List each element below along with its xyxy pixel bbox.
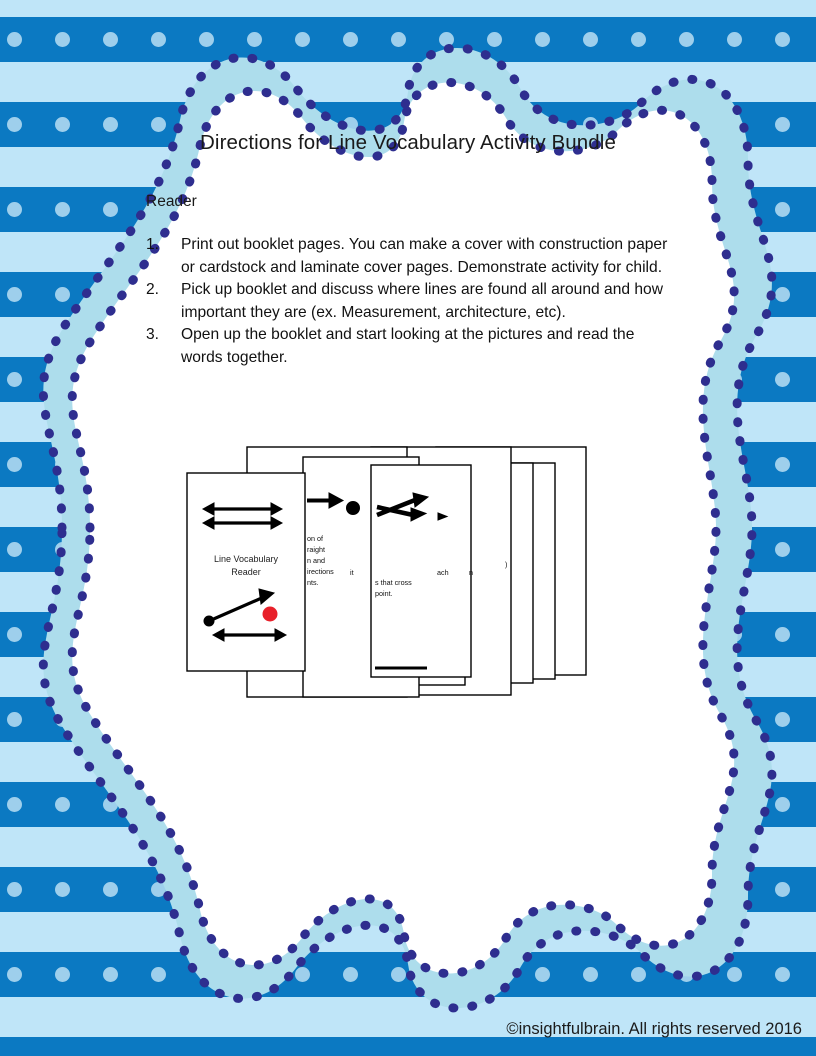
list-item [146,324,676,369]
list-item-text: Open up the booklet and start looking at the pictures and read the words together. [181,326,635,366]
page-fragment: nts. [307,578,319,587]
red-point-icon [263,607,278,622]
section-label: Reader [146,193,197,210]
cover-title-line1: Line Vocabulary [213,554,279,564]
list-item-number: 2. [146,281,160,298]
page-fragment: ach [437,568,449,577]
page-fragment: ) [505,560,508,569]
page-fragment: point. [375,589,393,598]
point-dot-icon [347,502,360,515]
list-item [146,279,676,324]
page-fragment: n [469,568,473,577]
copyright-footer: ©insightfulbrain. All rights reserved 2016 [506,1020,802,1038]
list-item-text: Pick up booklet and discuss where lines are found all around and how important they are (ex. Measurement, architecture, etc). [181,281,663,321]
list-item [146,234,676,279]
page-fragment: it [350,568,354,577]
booklet-stack-illustration [185,425,605,710]
directions-list [146,234,676,369]
list-item-number: 3. [146,326,160,343]
page-title: Directions for Line Vocabulary Activity Bundle [200,131,616,154]
page-fragment: irections [307,567,334,576]
page-fragment: on of [307,534,323,543]
page-fragment: raight [307,545,325,554]
list-item-number: 1. [146,236,160,253]
page-fragment: s that cross [375,578,412,587]
cover-title-line2: Reader [231,567,261,577]
page-fragment: n and [307,556,325,565]
list-item-text: Print out booklet pages. You can make a cover with construction paper or cardstock and laminate cover pages. Demonstrate activity for child. [181,236,668,276]
